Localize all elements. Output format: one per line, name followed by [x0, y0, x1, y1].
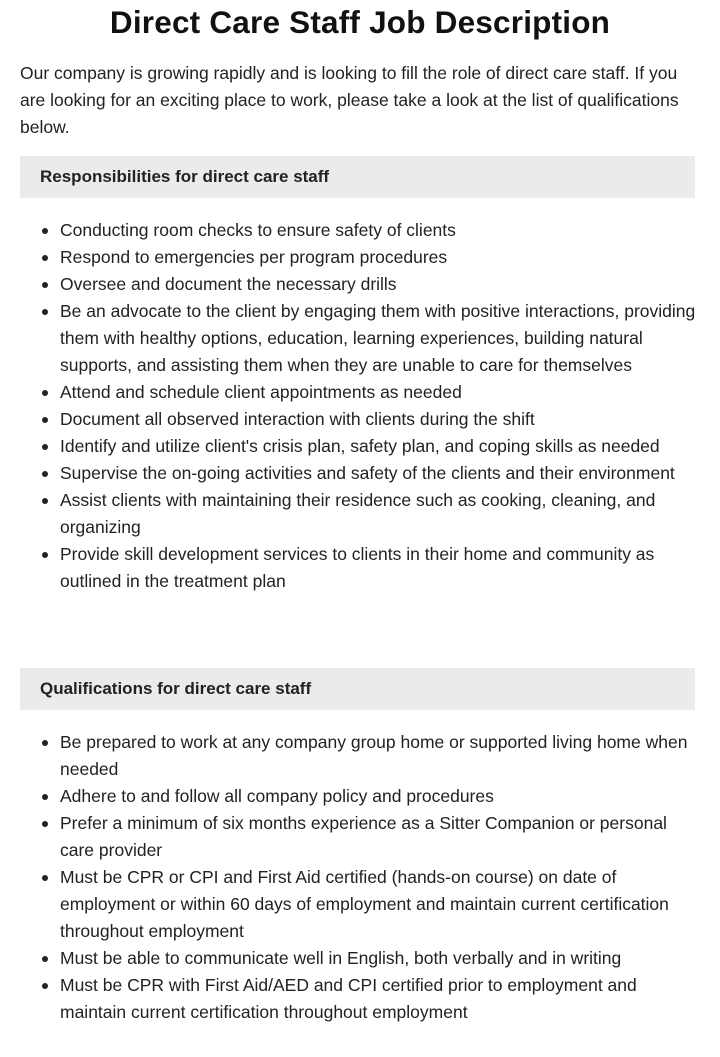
list-item	[20, 271, 700, 298]
bullet-icon	[42, 821, 48, 827]
list-item-text: Assist clients with maintaining their residence such as cooking, cleaning, and organizing	[60, 490, 656, 537]
list-item-text: Conducting room checks to ensure safety of clients	[60, 220, 456, 240]
responsibilities-list	[20, 217, 700, 595]
bullet-icon	[42, 309, 48, 315]
list-item-text: Document all observed interaction with clients during the shift	[60, 409, 535, 429]
list-item	[20, 217, 700, 244]
bullet-icon	[42, 282, 48, 288]
list-item	[20, 487, 700, 541]
responsibilities-heading: Responsibilities for direct care staff	[20, 156, 695, 198]
list-item-text: Identify and utilize client's crisis plan, safety plan, and coping skills as needed	[60, 436, 660, 456]
page-title: Direct Care Staff Job Description	[109, 4, 611, 40]
list-item-text: Be prepared to work at any company group home or supported living home when needed	[60, 732, 688, 779]
qualifications-list	[20, 729, 700, 1026]
bullet-icon	[42, 498, 48, 504]
bullet-icon	[42, 444, 48, 450]
list-item	[20, 783, 700, 810]
list-item-text: Adhere to and follow all company policy and procedures	[60, 786, 494, 806]
list-item-text: Must be able to communicate well in English, both verbally and in writing	[60, 948, 622, 968]
list-item-text: Supervise the on-going activities and safety of the clients and their environment	[60, 463, 675, 483]
list-item	[20, 244, 700, 271]
list-item	[20, 541, 700, 595]
list-item	[20, 729, 700, 783]
list-item-text: Prefer a minimum of six months experience as a Sitter Companion or personal care provider	[60, 813, 667, 860]
list-item-text: Attend and schedule client appointments as needed	[60, 382, 462, 402]
list-item	[20, 298, 700, 379]
bullet-icon	[42, 875, 48, 881]
bullet-icon	[42, 956, 48, 962]
bullet-icon	[42, 390, 48, 396]
list-item-text: Oversee and document the necessary drills	[60, 274, 397, 294]
list-item-text: Must be CPR or CPI and First Aid certified (hands-on course) on date of employment or within 60 days of employment and maintain current certification throughout employment	[60, 867, 669, 941]
list-item-text: Be an advocate to the client by engaging them with positive interactions, providing them with healthy options, education, learning experiences, building natural supports, and assisting them when they are unable to care for themselves	[60, 301, 696, 375]
list-item	[20, 460, 700, 487]
bullet-icon	[42, 228, 48, 234]
list-item	[20, 406, 700, 433]
intro-paragraph: Our company is growing rapidly and is looking to fill the role of direct care staff. If you are looking for an exciting place to work, please take a look at the list of qualifications below.	[20, 63, 679, 137]
list-item	[20, 433, 700, 460]
list-item	[20, 810, 700, 864]
bullet-icon	[42, 471, 48, 477]
bullet-icon	[42, 552, 48, 558]
list-item-text: Respond to emergencies per program procedures	[60, 247, 448, 267]
bullet-icon	[42, 417, 48, 423]
list-item	[20, 379, 700, 406]
bullet-icon	[42, 740, 48, 746]
bullet-icon	[42, 983, 48, 989]
list-item-text: Provide skill development services to clients in their home and community as outlined in the treatment plan	[60, 544, 655, 591]
list-item-text: Must be CPR with First Aid/AED and CPI certified prior to employment and maintain current certification throughout employment	[60, 975, 637, 1022]
bullet-icon	[42, 255, 48, 261]
list-item	[20, 945, 700, 972]
qualifications-heading: Qualifications for direct care staff	[20, 668, 695, 710]
list-item	[20, 972, 700, 1026]
bullet-icon	[42, 794, 48, 800]
list-item	[20, 864, 700, 945]
